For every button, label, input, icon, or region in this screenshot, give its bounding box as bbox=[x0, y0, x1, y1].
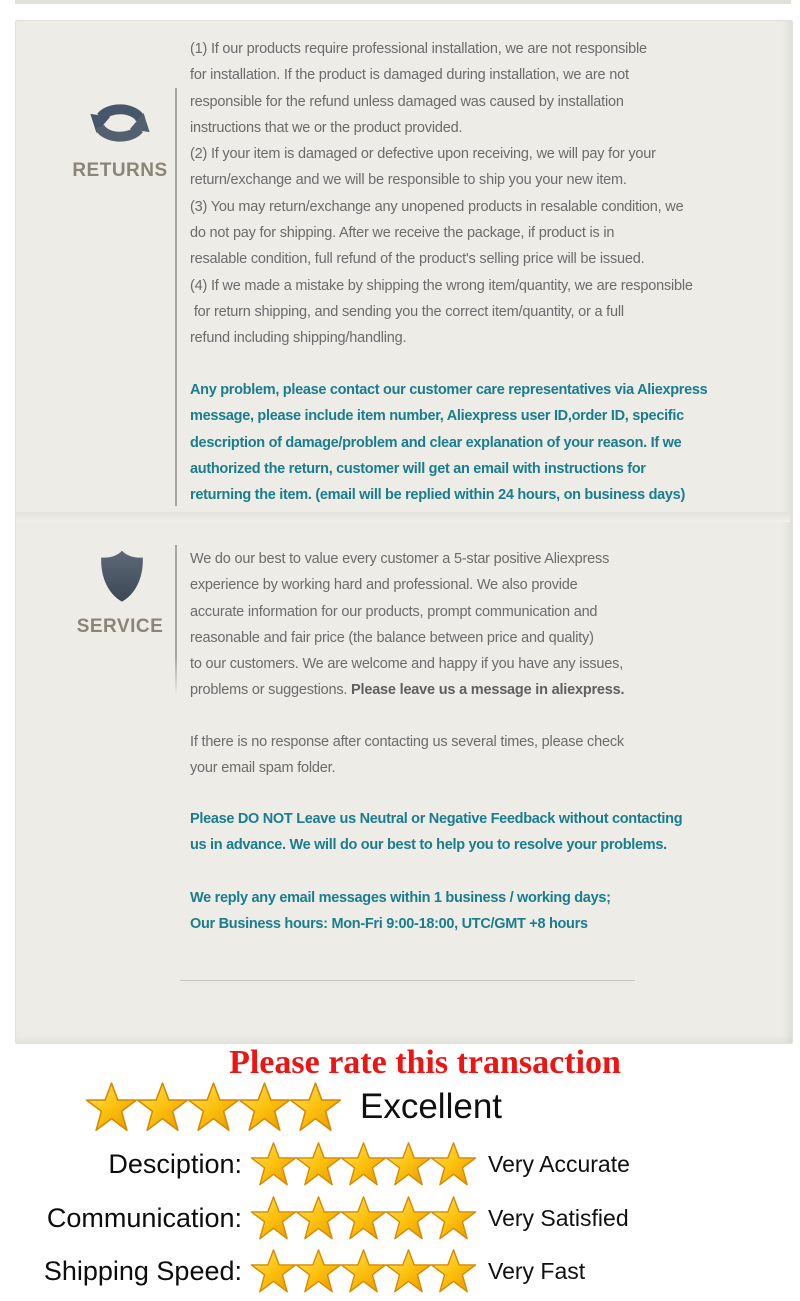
text-line: responsible for the refund unless damaged was caused by installation bbox=[190, 93, 624, 110]
text-line: (1) If our products require professional installation, we are not responsible bbox=[190, 41, 647, 57]
returns-contact-note bbox=[190, 377, 707, 508]
overall-rating-value: Excellent bbox=[360, 1087, 503, 1126]
rating-row-value: Very Fast bbox=[488, 1258, 586, 1284]
reply-info bbox=[190, 885, 611, 938]
horizontal-divider bbox=[180, 980, 635, 981]
service-description-last-line: problems or suggestions. Please leave us a message in aliexpress. bbox=[190, 682, 625, 699]
rating-row-label: Communication: bbox=[46, 1203, 242, 1233]
text-line: (2) If your item is damaged or defective upon receiving, we will pay for your bbox=[190, 146, 656, 163]
star-icon bbox=[430, 1248, 477, 1295]
top-card-edge bbox=[15, 0, 791, 4]
star-icon bbox=[295, 1195, 342, 1242]
text-line: your email spam folder. bbox=[190, 760, 336, 777]
text-line: returning the item. (email will be replied within 24 hours, on business days) bbox=[190, 487, 685, 504]
returns-vertical-divider bbox=[175, 88, 177, 506]
returns-section-label: RETURNS bbox=[72, 160, 168, 181]
rating-row-label: Shipping Speed: bbox=[43, 1256, 242, 1286]
shield-icon bbox=[96, 548, 148, 612]
star-icon bbox=[238, 1081, 291, 1134]
text-line: (3) You may return/exchange any unopened products in resalable condition, we bbox=[190, 198, 684, 215]
text-line: for installation. If the product is damaged during installation, we are not bbox=[190, 67, 629, 84]
star-icon bbox=[385, 1141, 432, 1188]
rating-row-stars bbox=[250, 1194, 475, 1242]
refresh-arrows-icon bbox=[82, 90, 158, 156]
text-line: Please DO NOT Leave us Neutral or Negative Feedback without contacting bbox=[190, 811, 683, 827]
star-icon bbox=[250, 1248, 297, 1295]
rating-row-value: Very Accurate bbox=[488, 1151, 630, 1177]
leave-message-note: Please leave us a message in aliexpress. bbox=[351, 682, 625, 699]
text-line: experience by working hard and professional. We also provide bbox=[190, 577, 578, 594]
text-line: If there is no response after contacting us several times, please check bbox=[190, 734, 624, 750]
star-icon bbox=[289, 1081, 342, 1134]
text-line: resalable condition, full refund of the product's selling price will be issued. bbox=[190, 251, 645, 268]
overall-rating-row bbox=[85, 1078, 502, 1136]
returns-policy-text bbox=[190, 36, 693, 352]
star-icon bbox=[340, 1248, 387, 1295]
service-vertical-divider bbox=[175, 545, 177, 695]
text-line: to our customers. We are welcome and happy if you have any issues, bbox=[190, 656, 624, 673]
star-icon bbox=[340, 1195, 387, 1242]
rating-row-stars bbox=[250, 1247, 475, 1295]
rating-row-stars bbox=[250, 1140, 475, 1188]
rating-title: Please rate this transaction bbox=[229, 1044, 621, 1081]
rating-row-label: Desciption: bbox=[108, 1149, 242, 1179]
rating-row-value: Very Satisfied bbox=[488, 1205, 629, 1231]
star-icon bbox=[430, 1195, 477, 1242]
text-line: accurate information for our products, prompt communication and bbox=[190, 603, 598, 620]
feedback-warning bbox=[190, 806, 682, 859]
text-line: instructions that we or the product provided. bbox=[190, 119, 463, 136]
rating-row-shipping-speed bbox=[0, 1245, 800, 1297]
text-line: We reply any email messages within 1 business / working days; bbox=[190, 890, 611, 906]
star-icon bbox=[385, 1195, 432, 1242]
service-description bbox=[190, 546, 624, 704]
star-icon bbox=[250, 1141, 297, 1188]
text-line: authorized the return, customer will get an email with instructions for bbox=[190, 460, 646, 477]
service-section-label: SERVICE bbox=[76, 616, 164, 637]
card-section-seam bbox=[16, 512, 790, 522]
text-line: (4) If we made a mistake by shipping the wrong item/quantity, we are responsible bbox=[190, 277, 693, 294]
star-icon bbox=[295, 1141, 342, 1188]
star-icon bbox=[295, 1248, 342, 1295]
rating-row-communication bbox=[0, 1192, 800, 1244]
star-icon bbox=[250, 1195, 297, 1242]
star-icon bbox=[340, 1141, 387, 1188]
text-line: refund including shipping/handling. bbox=[190, 330, 407, 347]
text-line: Any problem, please contact our customer care representatives via Aliexpress bbox=[190, 382, 708, 398]
star-icon bbox=[187, 1081, 240, 1134]
spam-check-note bbox=[190, 729, 624, 782]
text-line: Our Business hours: Mon-Fri 9:00-18:00, UTC/GMT +8 hours bbox=[190, 916, 588, 933]
text-line: return/exchange and we will be responsible to ship you your new item. bbox=[190, 172, 627, 189]
star-icon bbox=[430, 1141, 477, 1188]
text-line: We do our best to value every customer a 5-star positive Aliexpress bbox=[190, 551, 610, 567]
text-line: reasonable and fair price (the balance between price and quality) bbox=[190, 629, 594, 646]
text-line: for return shipping, and sending you the correct item/quantity, or a full bbox=[190, 303, 624, 320]
star-icon bbox=[385, 1248, 432, 1295]
star-icon bbox=[85, 1081, 138, 1134]
star-icon bbox=[136, 1081, 189, 1134]
rating-row-description bbox=[0, 1138, 800, 1190]
text-line: us in advance. We will do our best to help you to resolve your problems. bbox=[190, 837, 667, 854]
text-line: do not pay for shipping. After we receive the package, if product is in bbox=[190, 225, 615, 242]
text-line: description of damage/problem and clear explanation of your reason. If we bbox=[190, 434, 682, 451]
text-line: message, please include item number, Aliexpress user ID,order ID, specific bbox=[190, 408, 684, 425]
overall-rating-stars bbox=[85, 1081, 340, 1134]
